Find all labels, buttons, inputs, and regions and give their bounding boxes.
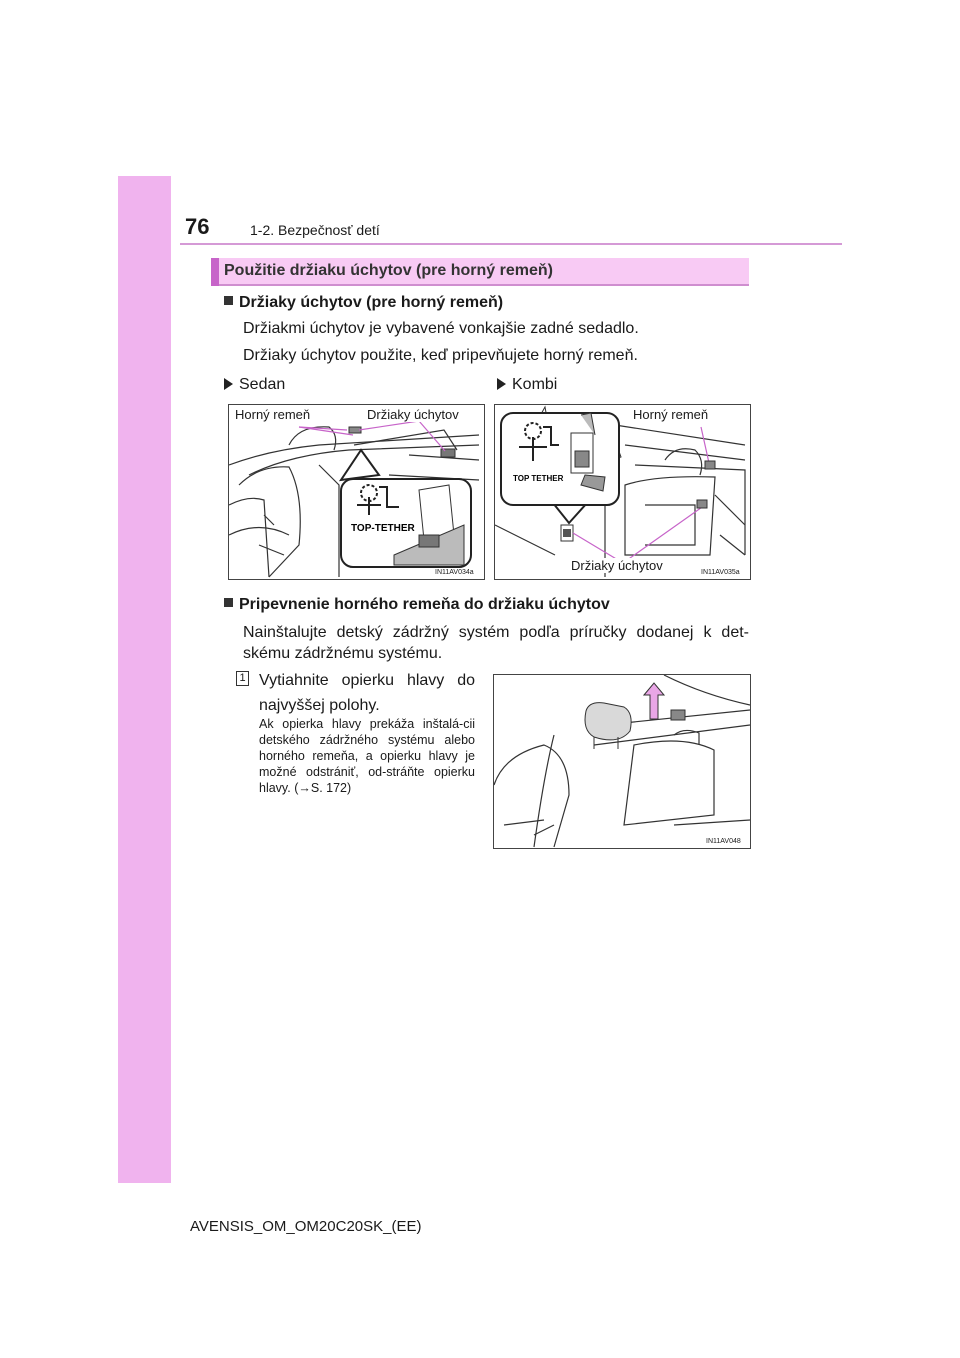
figure-sedan [228,404,485,580]
figure-code: IN11AV048 [706,838,741,845]
header-divider [180,243,842,245]
up-arrow-icon [644,683,664,719]
figure-code: IN11AV035a [701,569,740,576]
label-anchor-holders: Držiaky úchytov [367,407,459,422]
square-bullet-icon [224,598,233,607]
kombi-illustration [495,405,750,579]
top-tether-marking: TOP-TETHER [351,523,415,534]
triangle-bullet-icon [224,378,233,390]
footer-doc-id: AVENSIS_OM_OM20C20SK_(EE) [190,1218,422,1235]
body-text: skému zádržnému systému. [243,645,443,662]
label-top-strap: Horný remeň [235,407,311,422]
top-tether-marking: TOP TETHER [513,474,564,483]
variant-label-kombi: Kombi [497,376,557,394]
step-instruction: Vytiahnite opierku hlavy do najvyššej polohy. [259,672,475,714]
page-number: 76 [185,214,210,239]
subsection-heading-attach: Pripevnenie horného remeňa do držiaku úchytov [224,596,610,614]
chapter-title: 1-2. Bezpečnosť detí [250,222,380,238]
step-number-badge: 1 [236,671,249,686]
figure-kombi [494,404,751,580]
label-top-strap: Horný remeň [633,407,709,422]
square-bullet-icon [224,296,233,305]
chapter-side-tab [118,176,171,1183]
figure-headrest [493,674,751,849]
figure-code: IN11AV034a [435,569,474,576]
headrest-illustration [494,675,750,848]
section-title: Použitie držiaku úchytov (pre horný remeň) [224,262,553,279]
label-anchor-holders: Držiaky úchytov [571,558,663,573]
sedan-illustration [229,405,484,579]
body-text: Držiaky úchytov použite, keď pripevňujete horný remeň. [243,347,638,364]
variant-label-sedan: Sedan [224,376,285,394]
triangle-bullet-icon [497,378,506,390]
subsection-heading-anchors: Držiaky úchytov (pre horný remeň) [224,294,503,312]
step-note: Ak opierka hlavy prekáža inštalá-cii detského zádržného systému alebo horného remeňa, a opierku hlavy je možné odstrániť, od-stráňte opierku hlavy. (→S. 172) [259,717,475,795]
body-text: Nainštalujte detský zádržný systém podľa príručky dodanej k det- [243,624,749,641]
body-text: Držiakmi úchytov je vybavené vonkajšie zadné sedadlo. [243,320,639,337]
